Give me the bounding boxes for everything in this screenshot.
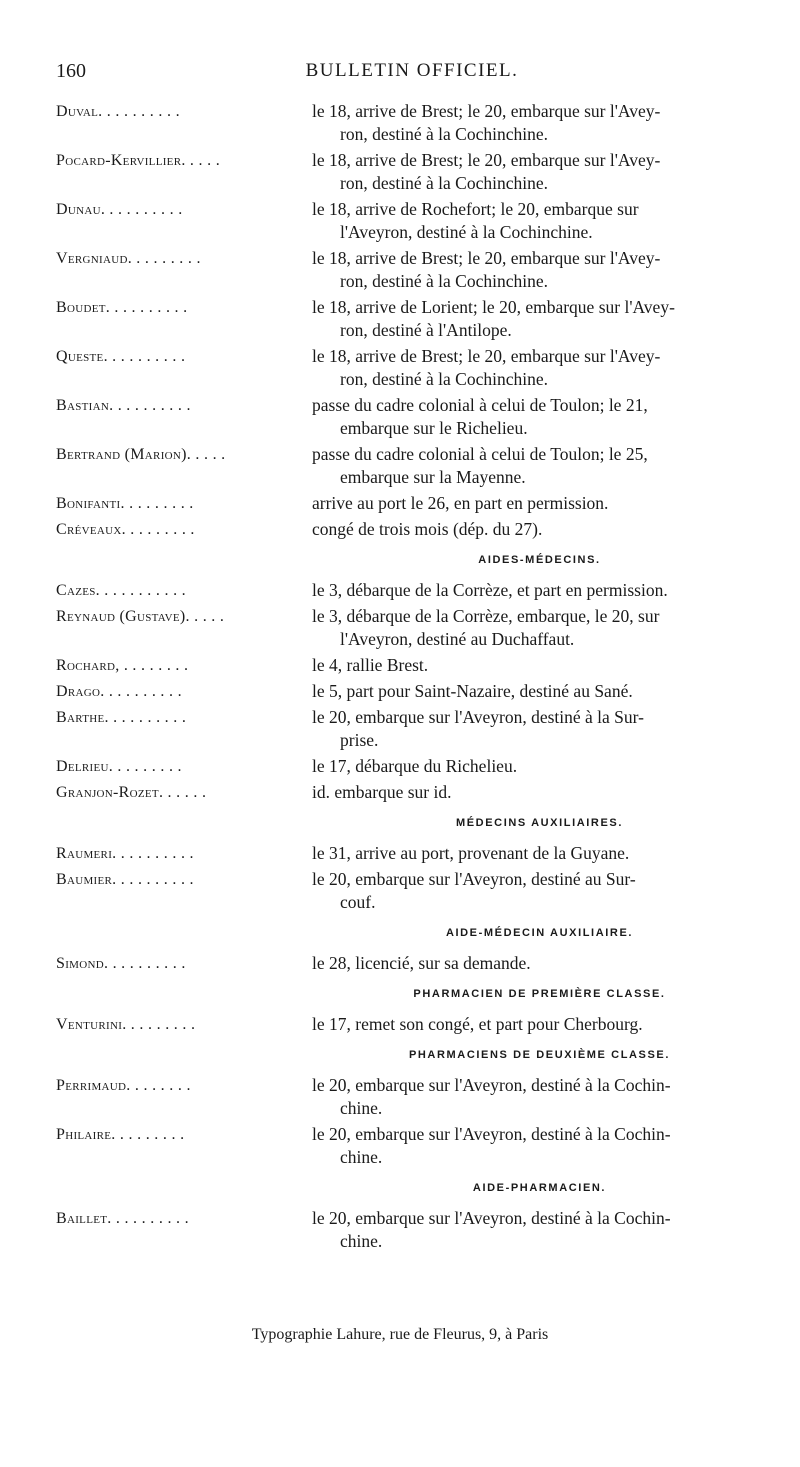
entry-line: id. embarque sur id. xyxy=(312,782,452,802)
entry-continuation: ron, destiné à la Cochinchine. xyxy=(340,271,548,291)
entry-continuation: l'Aveyron, destiné à la Cochinchine. xyxy=(340,222,593,242)
entry-continuation: chine. xyxy=(340,1231,383,1251)
section-heading: PHARMACIENS DE DEUXIÈME CLASSE. xyxy=(408,1049,671,1061)
entry-name: Bastian. . . . . . . . . . xyxy=(56,397,191,414)
entry-line: le 20, embarque sur l'Aveyron, destiné à la Cochin- xyxy=(312,1208,671,1228)
entry-description xyxy=(308,198,768,244)
entry-description xyxy=(308,518,768,541)
entry-description xyxy=(308,868,768,914)
entry-description xyxy=(308,247,768,293)
personnel-entry xyxy=(56,100,768,146)
entry-continuation: embarque sur le Richelieu. xyxy=(340,418,528,438)
entry-line: congé de trois mois (dép. du 27). xyxy=(312,519,543,539)
personnel-entry xyxy=(56,781,768,804)
entry-line: arrive au port le 26, en part en permission. xyxy=(312,493,609,513)
entry-description xyxy=(308,1207,768,1253)
personnel-entry xyxy=(56,579,768,602)
entry-line: le 28, licencié, sur sa demande. xyxy=(312,953,531,973)
entry-description xyxy=(308,394,768,440)
entry-line: le 17, débarque du Richelieu. xyxy=(312,756,518,776)
personnel-entry xyxy=(56,247,768,293)
entry-line: le 20, embarque sur l'Aveyron, destiné à la Cochin- xyxy=(312,1124,671,1144)
entry-name: Duval. . . . . . . . . . xyxy=(56,103,180,120)
entry-name: Granjon-Rozet. . . . . . xyxy=(56,784,207,801)
page-header xyxy=(56,60,768,88)
entry-line: le 3, débarque de la Corrèze, et part en permission. xyxy=(312,580,668,600)
entry-line: le 20, embarque sur l'Aveyron, destiné à la Cochin- xyxy=(312,1075,671,1095)
entry-name: Pocard-Kervillier. . . . . xyxy=(56,152,221,169)
entry-line: le 18, arrive de Brest; le 20, embarque sur l'Avey- xyxy=(312,346,661,366)
entry-name: Baumier. . . . . . . . . . xyxy=(56,871,194,888)
entry-name: Bertrand (Marion). . . . . xyxy=(56,446,226,463)
entry-name: Baillet. . . . . . . . . . xyxy=(56,1210,189,1227)
personnel-entry xyxy=(56,345,768,391)
entry-name: Philaire. . . . . . . . . xyxy=(56,1126,185,1143)
entry-description xyxy=(308,1123,768,1169)
entry-name: Delrieu. . . . . . . . . xyxy=(56,758,182,775)
entry-name: Cazes. . . . . . . . . . . xyxy=(56,582,186,599)
personnel-entry xyxy=(56,654,768,677)
entry-line: le 20, embarque sur l'Aveyron, destiné au Sur- xyxy=(312,869,636,889)
entry-continuation: couf. xyxy=(340,892,376,912)
entry-description xyxy=(308,781,768,804)
personnel-entry xyxy=(56,198,768,244)
personnel-entry xyxy=(56,394,768,440)
personnel-entry xyxy=(56,1013,768,1036)
entry-description xyxy=(308,492,768,515)
section-heading: MÉDECINS AUXILIAIRES. xyxy=(455,817,624,829)
section-heading: AIDES-MÉDECINS. xyxy=(478,554,601,566)
personnel-entry xyxy=(56,1123,768,1169)
entry-continuation: ron, destiné à l'Antilope. xyxy=(340,320,512,340)
entry-continuation: l'Aveyron, destiné au Duchaffaut. xyxy=(340,629,575,649)
entry-continuation: prise. xyxy=(340,730,379,750)
entry-name: Perrimaud. . . . . . . . xyxy=(56,1077,191,1094)
personnel-entry xyxy=(56,706,768,752)
entry-name: Vergniaud. . . . . . . . . xyxy=(56,250,201,267)
entry-description xyxy=(308,706,768,752)
entry-description xyxy=(308,605,768,651)
entry-description xyxy=(308,755,768,778)
entry-description xyxy=(308,952,768,975)
running-title: BULLETIN OFFICIEL. xyxy=(305,60,519,81)
entry-line: le 5, part pour Saint-Nazaire, destiné au Sané. xyxy=(312,681,633,701)
entry-name: Raumeri. . . . . . . . . . xyxy=(56,845,194,862)
entry-line: passe du cadre colonial à celui de Toulon; le 25, xyxy=(312,444,648,464)
personnel-entry xyxy=(56,952,768,975)
entry-description xyxy=(308,842,768,865)
entry-description xyxy=(308,443,768,489)
personnel-entry xyxy=(56,443,768,489)
entry-name: Créveaux. . . . . . . . . xyxy=(56,521,195,538)
entry-continuation: ron, destiné à la Cochinchine. xyxy=(340,124,548,144)
entry-name: Venturini. . . . . . . . . xyxy=(56,1016,196,1033)
entry-description xyxy=(308,1074,768,1120)
entry-description xyxy=(308,1013,768,1036)
entry-name: Reynaud (Gustave). . . . . xyxy=(56,608,225,625)
entry-description xyxy=(308,296,768,342)
personnel-entry xyxy=(56,296,768,342)
entry-line: le 18, arrive de Brest; le 20, embarque sur l'Avey- xyxy=(312,101,661,121)
entry-continuation: chine. xyxy=(340,1098,383,1118)
entry-name: Boudet. . . . . . . . . . xyxy=(56,299,188,316)
personnel-entry xyxy=(56,755,768,778)
personnel-entry xyxy=(56,518,768,541)
entry-description xyxy=(308,654,768,677)
personnel-entry xyxy=(56,605,768,651)
personnel-entry xyxy=(56,1207,768,1253)
entry-line: le 18, arrive de Brest; le 20, embarque sur l'Avey- xyxy=(312,150,661,170)
entry-description xyxy=(308,149,768,195)
entry-continuation: chine. xyxy=(340,1147,383,1167)
section-heading: AIDE-MÉDECIN AUXILIAIRE. xyxy=(445,927,634,939)
entry-continuation: embarque sur la Mayenne. xyxy=(340,467,526,487)
entry-name: Bonifanti. . . . . . . . . xyxy=(56,495,194,512)
section-heading: PHARMACIEN DE PREMIÈRE CLASSE. xyxy=(413,988,666,1000)
printer-imprint: Typographie Lahure, rue de Fleurus, 9, à Paris xyxy=(251,1326,549,1343)
entry-description xyxy=(308,579,768,602)
entry-name: Drago. . . . . . . . . . xyxy=(56,683,182,700)
entry-name: Queste. . . . . . . . . . xyxy=(56,348,186,365)
personnel-entry xyxy=(56,868,768,914)
entry-line: le 4, rallie Brest. xyxy=(312,655,429,675)
entry-continuation: ron, destiné à la Cochinchine. xyxy=(340,369,548,389)
section-heading: AIDE-PHARMACIEN. xyxy=(472,1182,607,1194)
entry-description xyxy=(308,100,768,146)
entry-line: le 18, arrive de Brest; le 20, embarque sur l'Avey- xyxy=(312,248,661,268)
personnel-entry xyxy=(56,149,768,195)
entry-description xyxy=(308,680,768,703)
entry-line: le 17, remet son congé, et part pour Cherbourg. xyxy=(312,1014,643,1034)
entry-line: le 18, arrive de Rochefort; le 20, embarque sur xyxy=(312,199,639,219)
entry-name: Simond. . . . . . . . . . xyxy=(56,955,186,972)
entry-continuation: ron, destiné à la Cochinchine. xyxy=(340,173,548,193)
page-number: 160 xyxy=(56,60,86,82)
entry-line: passe du cadre colonial à celui de Toulon; le 21, xyxy=(312,395,648,415)
entry-name: Barthe. . . . . . . . . . xyxy=(56,709,187,726)
entry-line: le 3, débarque de la Corrèze, embarque, le 20, sur xyxy=(312,606,660,626)
personnel-entry xyxy=(56,492,768,515)
entry-name: Rochard, . . . . . . . . xyxy=(56,657,189,674)
entry-list xyxy=(56,100,768,1256)
entry-line: le 31, arrive au port, provenant de la Guyane. xyxy=(312,843,630,863)
entry-line: le 18, arrive de Lorient; le 20, embarque sur l'Avey- xyxy=(312,297,675,317)
personnel-entry xyxy=(56,1074,768,1120)
entry-name: Dunau. . . . . . . . . . xyxy=(56,201,183,218)
entry-description xyxy=(308,345,768,391)
personnel-entry xyxy=(56,680,768,703)
entry-line: le 20, embarque sur l'Aveyron, destiné à la Sur- xyxy=(312,707,644,727)
personnel-entry xyxy=(56,842,768,865)
